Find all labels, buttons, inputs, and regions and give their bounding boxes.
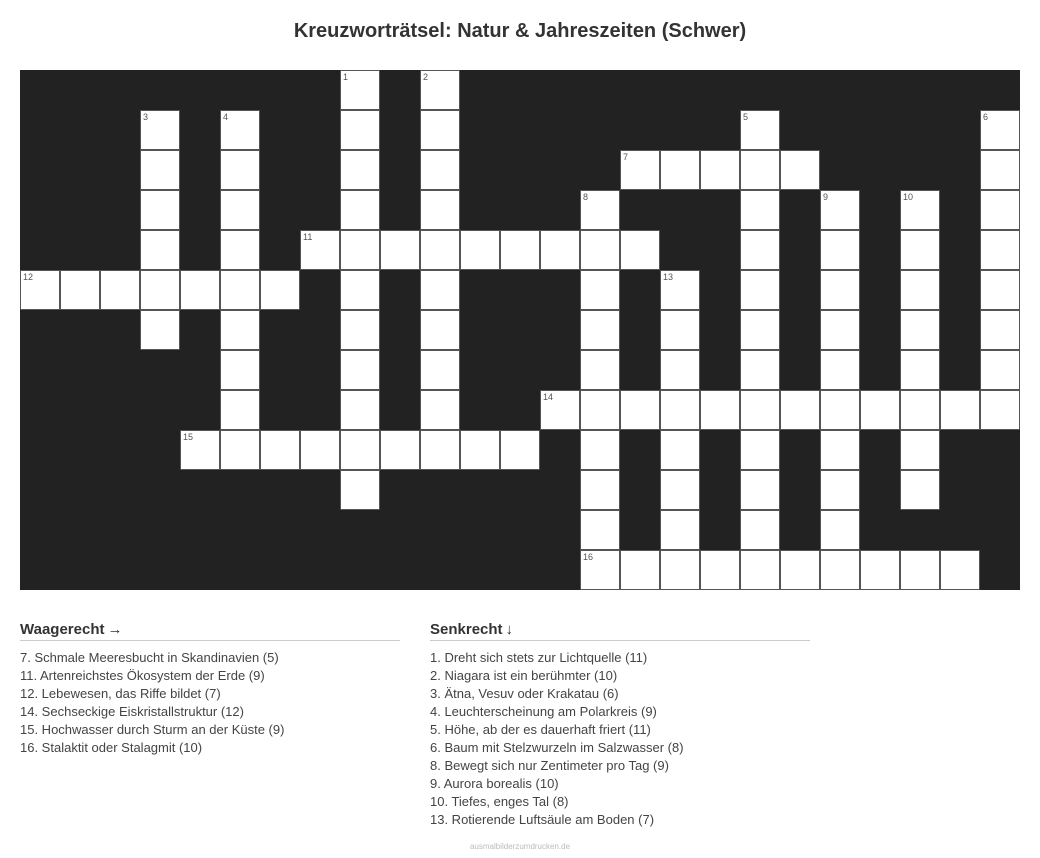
grid-cell[interactable] xyxy=(620,150,660,190)
grid-cell[interactable] xyxy=(340,350,380,390)
grid-cell[interactable] xyxy=(780,150,820,190)
grid-cell[interactable] xyxy=(820,230,860,270)
grid-cell[interactable] xyxy=(980,230,1020,270)
grid-cell[interactable] xyxy=(140,190,180,230)
grid-cell[interactable] xyxy=(980,350,1020,390)
grid-cell[interactable] xyxy=(60,270,100,310)
clue-number: 4 xyxy=(223,112,229,122)
across-clues xyxy=(20,620,400,757)
grid-cell[interactable] xyxy=(700,150,740,190)
grid-cell[interactable] xyxy=(140,110,180,150)
clue-number: 15 xyxy=(183,432,194,442)
grid-cell[interactable] xyxy=(420,350,460,390)
clue-item: 12. Lebewesen, das Riffe bildet (7) xyxy=(20,686,221,701)
grid-cell[interactable] xyxy=(420,110,460,150)
grid-cell[interactable] xyxy=(420,230,460,270)
grid-cell[interactable] xyxy=(820,470,860,510)
grid-cell[interactable] xyxy=(980,110,1020,150)
clue-item: 11. Artenreichstes Ökosystem der Erde (9) xyxy=(20,668,265,683)
grid-cell[interactable] xyxy=(740,550,780,590)
grid-cell[interactable] xyxy=(460,230,500,270)
clue-number: 10 xyxy=(903,192,914,202)
grid-cell[interactable] xyxy=(820,270,860,310)
grid-cell[interactable] xyxy=(220,190,260,230)
grid-cell[interactable] xyxy=(540,230,580,270)
arrow-down-icon: ↓ xyxy=(505,621,514,638)
grid-cell[interactable] xyxy=(100,270,140,310)
grid-cell[interactable] xyxy=(140,310,180,350)
grid-cell[interactable] xyxy=(220,110,260,150)
grid-cell[interactable] xyxy=(900,550,940,590)
across-heading xyxy=(20,620,400,641)
grid-cell[interactable] xyxy=(900,350,940,390)
grid-cell[interactable] xyxy=(340,430,380,470)
grid-cell[interactable] xyxy=(380,230,420,270)
grid-cell[interactable] xyxy=(300,430,340,470)
grid-cell[interactable] xyxy=(220,230,260,270)
grid-cell[interactable] xyxy=(220,430,260,470)
grid-cell[interactable] xyxy=(660,430,700,470)
grid-cell[interactable] xyxy=(660,350,700,390)
grid-cell[interactable] xyxy=(980,150,1020,190)
clue-number: 11 xyxy=(303,232,313,242)
grid-cell[interactable] xyxy=(420,390,460,430)
grid-cell[interactable] xyxy=(140,150,180,190)
clue-number: 6 xyxy=(983,112,989,122)
arrow-right-icon: → xyxy=(107,621,123,638)
down-heading xyxy=(430,620,810,641)
grid-cell[interactable] xyxy=(860,390,900,430)
grid-cell[interactable] xyxy=(340,110,380,150)
grid-cell[interactable] xyxy=(660,150,700,190)
grid-cell[interactable] xyxy=(740,110,780,150)
across-clue-list xyxy=(20,649,400,757)
grid-cell[interactable] xyxy=(580,350,620,390)
grid-cell[interactable] xyxy=(820,550,860,590)
grid-cell[interactable] xyxy=(340,70,380,110)
down-clue-list xyxy=(430,649,810,829)
grid-cell[interactable] xyxy=(420,430,460,470)
grid-cell[interactable] xyxy=(740,190,780,230)
clue-item: 13. Rotierende Luftsäule am Boden (7) xyxy=(430,812,655,827)
grid-cell[interactable] xyxy=(580,470,620,510)
clue-item: 16. Stalaktit oder Stalagmit (10) xyxy=(20,740,203,755)
grid-cell[interactable] xyxy=(580,550,620,590)
grid-cell[interactable] xyxy=(580,510,620,550)
grid-cell[interactable] xyxy=(980,190,1020,230)
grid-cell[interactable] xyxy=(180,270,220,310)
grid-cell[interactable] xyxy=(660,550,700,590)
grid-cell[interactable] xyxy=(700,550,740,590)
grid-cell[interactable] xyxy=(580,270,620,310)
grid-cell[interactable] xyxy=(740,510,780,550)
grid-cell[interactable] xyxy=(740,430,780,470)
grid-cell[interactable] xyxy=(540,390,580,430)
clue-item: 6. Baum mit Stelzwurzeln im Salzwasser (8) xyxy=(430,740,684,755)
grid-cell[interactable] xyxy=(900,310,940,350)
grid-cell[interactable] xyxy=(740,310,780,350)
grid-cell[interactable] xyxy=(740,350,780,390)
clue-number: 8 xyxy=(583,192,589,202)
grid-cell[interactable] xyxy=(580,310,620,350)
grid-cell[interactable] xyxy=(260,270,300,310)
down-heading-label: Senkrecht xyxy=(430,621,503,638)
grid-cell[interactable] xyxy=(700,390,740,430)
grid-cell[interactable] xyxy=(660,510,700,550)
clue-number: 14 xyxy=(543,392,554,402)
grid-cell[interactable] xyxy=(580,230,620,270)
grid-cell[interactable] xyxy=(220,390,260,430)
grid-cell[interactable] xyxy=(500,430,540,470)
grid-cell[interactable] xyxy=(300,230,340,270)
clue-item: 9. Aurora borealis (10) xyxy=(430,776,559,791)
page-title: Kreuzworträtsel: Natur & Jahreszeiten (Schwer) xyxy=(293,20,747,42)
grid-cell[interactable] xyxy=(340,270,380,310)
footer-watermark: ausmalbilderzumdrucken.de xyxy=(469,842,571,851)
grid-cell[interactable] xyxy=(820,510,860,550)
grid-cell[interactable] xyxy=(620,230,660,270)
clue-item: 1. Dreht sich stets zur Lichtquelle (11) xyxy=(430,650,648,665)
grid-cell[interactable] xyxy=(420,190,460,230)
grid-cell[interactable] xyxy=(340,230,380,270)
grid-cell[interactable] xyxy=(620,390,660,430)
grid-cell[interactable] xyxy=(580,190,620,230)
grid-cell[interactable] xyxy=(660,470,700,510)
grid-cell[interactable] xyxy=(420,310,460,350)
grid-cell[interactable] xyxy=(420,150,460,190)
clue-item: 3. Ätna, Vesuv oder Krakatau (6) xyxy=(430,686,619,701)
grid-cell[interactable] xyxy=(900,470,940,510)
clue-number: 5 xyxy=(743,112,749,122)
clue-item: 2. Niagara ist ein berühmter (10) xyxy=(430,668,618,683)
grid-cell[interactable] xyxy=(180,430,220,470)
grid-cell[interactable] xyxy=(900,430,940,470)
grid-cell[interactable] xyxy=(420,270,460,310)
grid-cell[interactable] xyxy=(900,230,940,270)
grid-cell[interactable] xyxy=(780,390,820,430)
grid-cell[interactable] xyxy=(900,270,940,310)
clue-item: 4. Leuchterscheinung am Polarkreis (9) xyxy=(430,704,657,719)
grid-cell[interactable] xyxy=(220,350,260,390)
grid-cell[interactable] xyxy=(940,390,980,430)
grid-cell[interactable] xyxy=(660,390,700,430)
grid-cell[interactable] xyxy=(340,310,380,350)
grid-cell[interactable] xyxy=(660,270,700,310)
grid-cell[interactable] xyxy=(980,270,1020,310)
grid-cell[interactable] xyxy=(740,390,780,430)
grid-cell[interactable] xyxy=(140,270,180,310)
clue-number: 9 xyxy=(823,192,829,202)
clue-number: 13 xyxy=(663,272,674,282)
grid-cell[interactable] xyxy=(340,470,380,510)
grid-cell[interactable] xyxy=(820,430,860,470)
grid-cell[interactable] xyxy=(380,430,420,470)
grid-cell[interactable] xyxy=(740,470,780,510)
grid-cell[interactable] xyxy=(820,350,860,390)
grid-cell[interactable] xyxy=(940,550,980,590)
clue-item: 10. Tiefes, enges Tal (8) xyxy=(430,794,569,809)
across-heading-label: Waagerecht xyxy=(20,621,105,638)
down-clues xyxy=(430,620,810,829)
clue-item: 15. Hochwasser durch Sturm an der Küste (9) xyxy=(20,722,285,737)
grid-cell[interactable] xyxy=(420,70,460,110)
clue-number: 7 xyxy=(623,152,629,162)
grid-cell[interactable] xyxy=(220,150,260,190)
clue-item: 7. Schmale Meeresbucht in Skandinavien (5) xyxy=(20,650,279,665)
grid-cell[interactable] xyxy=(260,430,300,470)
grid-cell[interactable] xyxy=(860,550,900,590)
crossword-grid xyxy=(20,70,1020,590)
grid-cell[interactable] xyxy=(820,190,860,230)
grid-cell[interactable] xyxy=(580,390,620,430)
grid-cell[interactable] xyxy=(740,230,780,270)
clue-number: 3 xyxy=(143,112,149,122)
clue-number: 16 xyxy=(583,552,594,562)
grid-cell[interactable] xyxy=(740,150,780,190)
grid-cell[interactable] xyxy=(340,150,380,190)
grid-cell[interactable] xyxy=(220,270,260,310)
grid-cell[interactable] xyxy=(340,190,380,230)
grid-cell[interactable] xyxy=(220,310,260,350)
clue-item: 5. Höhe, ab der es dauerhaft friert (11) xyxy=(430,722,651,737)
grid-cell[interactable] xyxy=(340,390,380,430)
clue-number: 2 xyxy=(423,72,429,82)
grid-cell[interactable] xyxy=(660,310,700,350)
grid-cell[interactable] xyxy=(780,550,820,590)
grid-cell[interactable] xyxy=(980,390,1020,430)
grid-cell[interactable] xyxy=(140,230,180,270)
clue-item: 8. Bewegt sich nur Zentimeter pro Tag (9) xyxy=(430,758,669,773)
grid-cell[interactable] xyxy=(900,190,940,230)
grid-cell[interactable] xyxy=(20,270,60,310)
clue-number: 12 xyxy=(23,272,34,282)
grid-cell[interactable] xyxy=(820,310,860,350)
grid-cell[interactable] xyxy=(580,430,620,470)
grid-cell[interactable] xyxy=(500,230,540,270)
grid-cell[interactable] xyxy=(620,550,660,590)
grid-cell[interactable] xyxy=(980,310,1020,350)
grid-cell[interactable] xyxy=(460,430,500,470)
grid-cell[interactable] xyxy=(740,270,780,310)
grid-cell[interactable] xyxy=(820,390,860,430)
clue-item: 14. Sechseckige Eiskristallstruktur (12) xyxy=(20,704,244,719)
grid-cell[interactable] xyxy=(900,390,940,430)
clue-number: 1 xyxy=(343,72,349,82)
